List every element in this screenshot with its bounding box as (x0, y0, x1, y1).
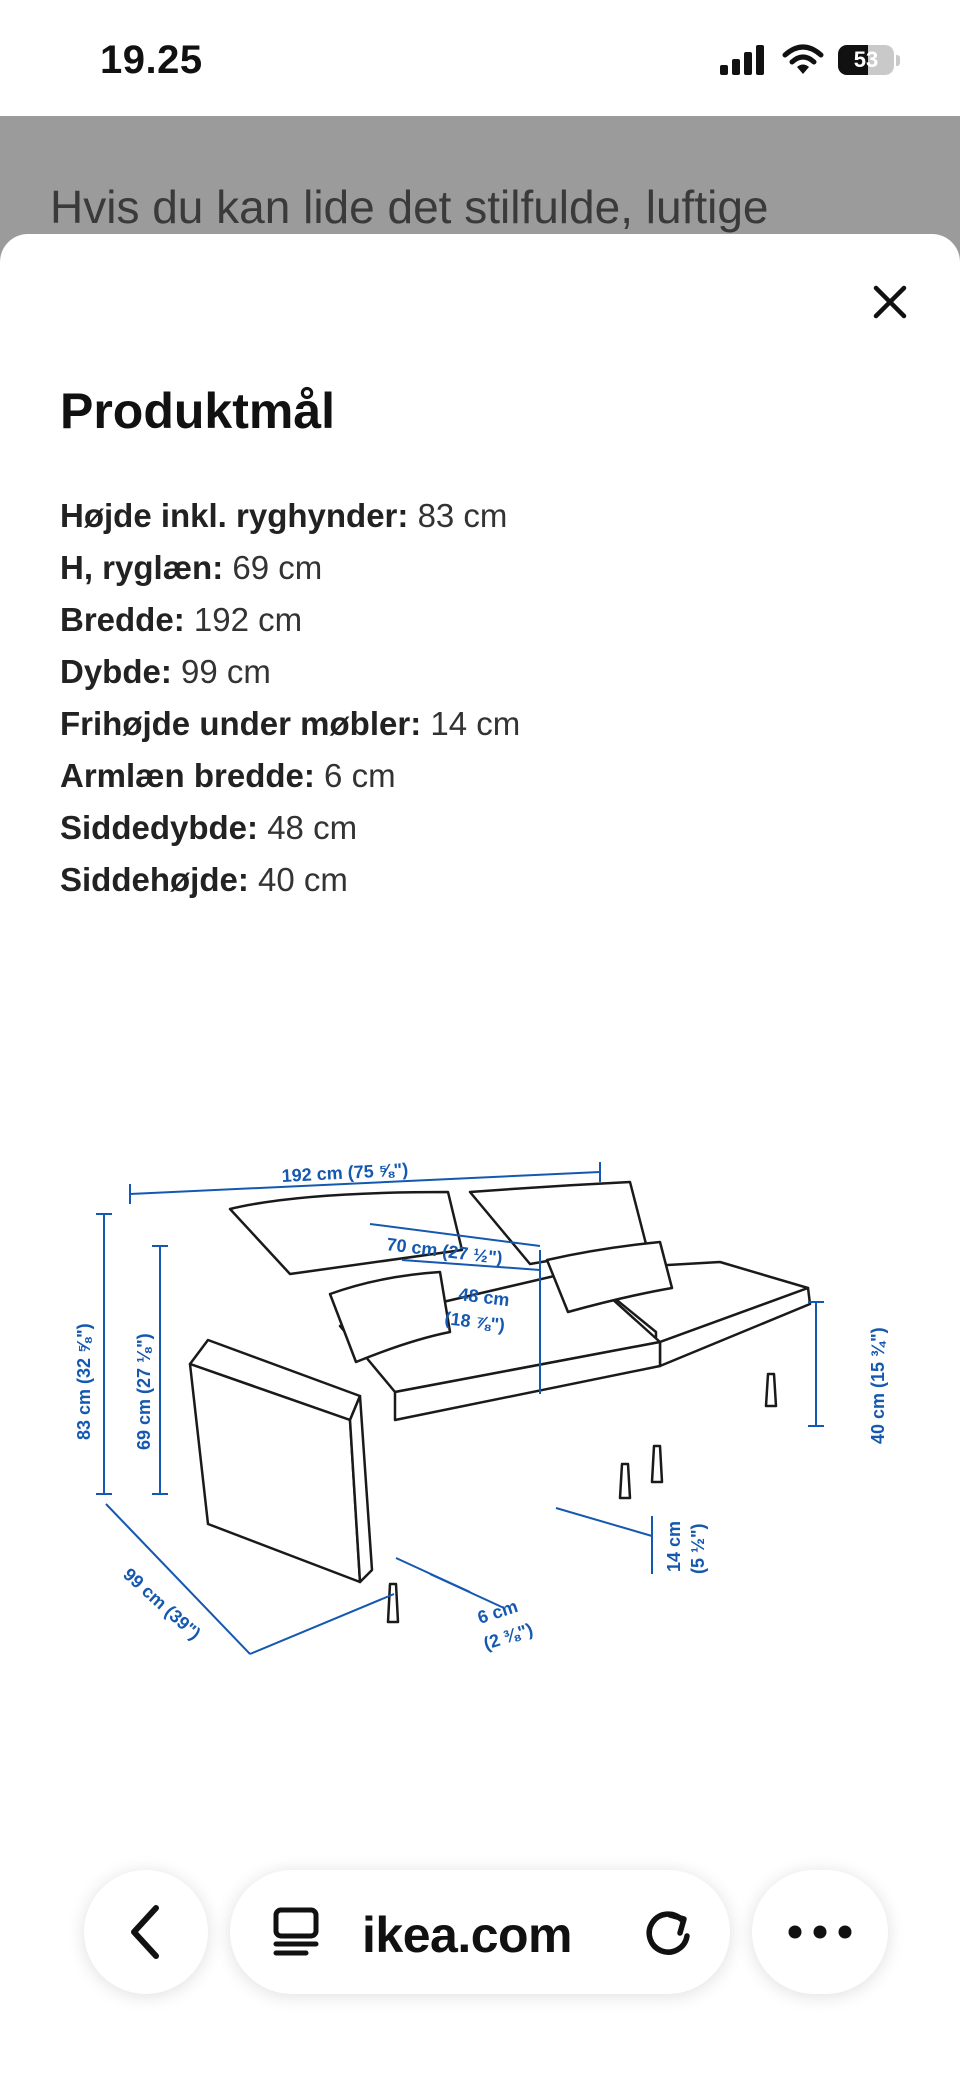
dimension-value: 99 cm (181, 653, 271, 690)
dimension-value: 14 cm (430, 705, 521, 742)
address-bar[interactable] (230, 1870, 730, 1994)
label-height-total: 83 cm (32 ⅝") (74, 1323, 94, 1440)
dimension-label: Højde inkl. ryghynder: (60, 497, 409, 534)
reload-icon[interactable] (642, 1906, 694, 1958)
dimension-value: 6 cm (324, 757, 396, 794)
sheet-title: Produktmål (60, 383, 336, 439)
label-clearance-1: 14 cm (664, 1520, 684, 1572)
wifi-icon (782, 44, 824, 76)
dimension-label: Siddedybde: (60, 809, 259, 846)
sofa-drawing (60, 1074, 900, 1674)
dimension-item (60, 594, 520, 646)
label-seat-depth-1: 48 cm (457, 1284, 511, 1311)
more-icon (787, 1924, 853, 1940)
dimension-label: Bredde: (60, 601, 185, 638)
dimension-value: 40 cm (258, 861, 348, 898)
battery-level: 53 (853, 47, 879, 72)
status-icons (718, 44, 900, 76)
dimension-label: Armlæn bredde: (60, 757, 315, 794)
label-clearance-2: (5 ½") (688, 1523, 708, 1574)
dimension-value: 48 cm (267, 809, 358, 846)
status-time: 19.25 (100, 38, 203, 82)
close-button[interactable] (862, 274, 918, 330)
dimension-label: Dybde: (60, 653, 172, 690)
dimension-item (60, 698, 520, 750)
dimension-label: H, ryglæn: (60, 549, 224, 586)
dimension-value: 69 cm (232, 549, 323, 586)
label-depth: 99 cm (39") (119, 1564, 205, 1644)
cellular-signal-icon (718, 45, 768, 75)
battery-cap (896, 55, 900, 66)
browser-toolbar (0, 1840, 960, 2078)
battery-icon (838, 45, 894, 75)
sofa-dimension-diagram (60, 1074, 900, 1674)
dimension-item (60, 646, 520, 698)
dimension-item (60, 854, 520, 906)
status-bar (0, 0, 960, 116)
dimension-label: Siddehøjde: (60, 861, 249, 898)
dimension-item (60, 542, 520, 594)
chevron-left-icon (126, 1902, 166, 1962)
dimension-label: Frihøjde under møbler: (60, 705, 422, 742)
label-seat-depth-2: (18 ⅞") (443, 1308, 507, 1336)
label-seat-height: 40 cm (15 ¾") (868, 1327, 888, 1444)
label-height-backrest: 69 cm (27 ⅛") (134, 1333, 154, 1450)
dimension-item (60, 490, 520, 542)
address-domain: ikea.com (362, 1907, 573, 1963)
dimension-item (60, 802, 520, 854)
dimension-item (60, 750, 520, 802)
dimensions-list (60, 490, 520, 906)
label-backrest-width: 70 cm (27 ½") (385, 1234, 504, 1269)
back-button[interactable] (84, 1870, 208, 1994)
product-dimensions-sheet (0, 234, 960, 2078)
label-armrest-2: (2 ⅜") (481, 1619, 536, 1654)
reader-mode-icon[interactable] (270, 1906, 322, 1958)
label-width: 192 cm (75 ⅝") (281, 1159, 409, 1186)
dimension-value: 192 cm (193, 601, 303, 638)
background-page-text: Hvis du kan lide det stilfulde, luftige (50, 181, 769, 233)
more-button[interactable] (752, 1870, 888, 1994)
dimension-value: 83 cm (417, 497, 508, 534)
label-armrest-1: 6 cm (475, 1596, 521, 1628)
close-icon (870, 282, 910, 322)
